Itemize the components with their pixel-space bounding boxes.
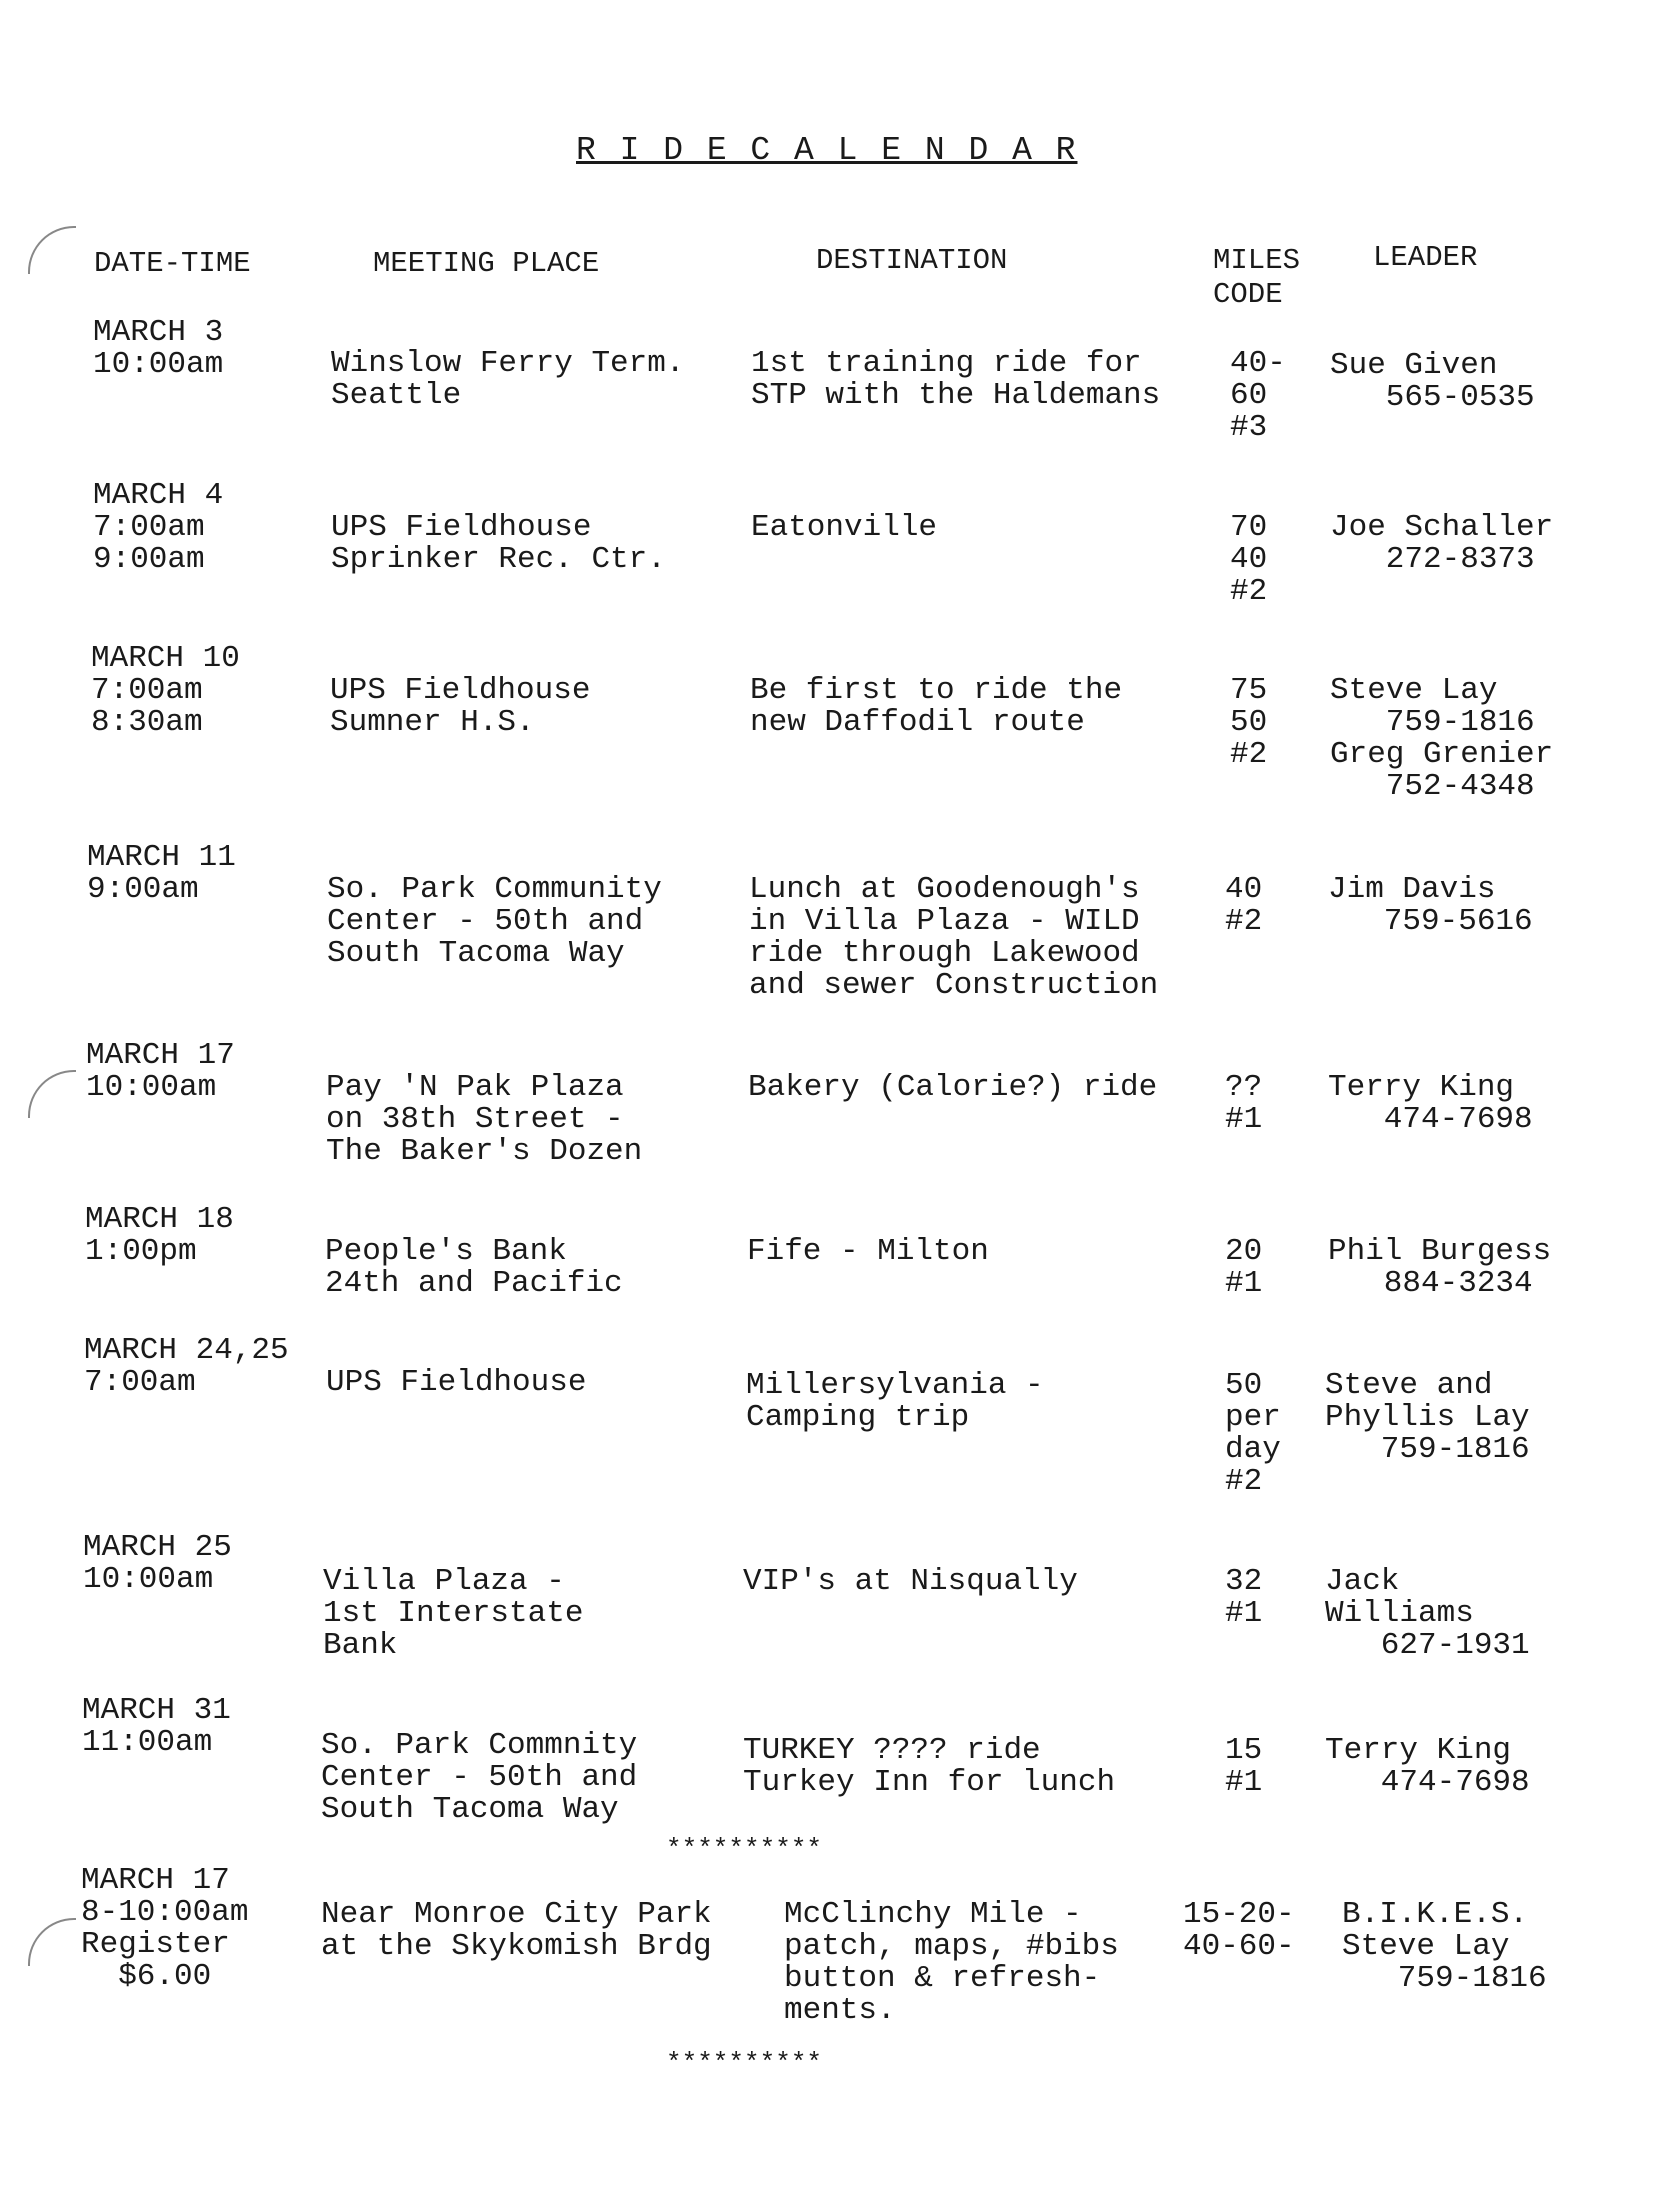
special-miles: 15-20- 40-60- <box>1183 1897 1295 1964</box>
ride-5-destination: Bakery (Calorie?) ride <box>748 1070 1158 1105</box>
special-date: MARCH 17 8-10:00am Register $6.00 <box>81 1863 249 1994</box>
ride-3-miles: 75 50 #2 <box>1230 673 1268 772</box>
ride-7-place: UPS Fieldhouse <box>326 1365 587 1400</box>
ride-3-date: MARCH 10 7:00am 8:30am <box>91 641 240 740</box>
ride-8-miles: 32 #1 <box>1225 1564 1263 1631</box>
header-meeting-place: MEETING PLACE <box>373 247 600 280</box>
ride-7-miles: 50 per day #2 <box>1225 1368 1281 1499</box>
header-leader: LEADER <box>1373 241 1478 274</box>
header-miles-code: MILES CODE <box>1213 244 1301 311</box>
ride-6-leader: Phil Burgess 884-3234 <box>1328 1234 1552 1301</box>
ride-6-miles: 20 #1 <box>1225 1234 1263 1301</box>
ride-8-destination: VIP's at Nisqually <box>743 1564 1078 1599</box>
ride-8-leader: Jack Williams 627-1931 <box>1325 1564 1530 1663</box>
ride-1-date: MARCH 3 10:00am <box>93 315 224 382</box>
ride-5-place: Pay 'N Pak Plaza on 38th Street - The Baker's Dozen <box>326 1070 643 1169</box>
ride-9-destination: TURKEY ???? ride Turkey Inn for lunch <box>743 1733 1116 1800</box>
header-date-time: DATE-TIME <box>94 247 251 280</box>
ride-5-miles: ?? #1 <box>1225 1070 1263 1137</box>
ride-6-date: MARCH 18 1:00pm <box>85 1202 234 1269</box>
ride-5-date: MARCH 17 10:00am <box>86 1038 235 1105</box>
ride-4-place: So. Park Community Center - 50th and South Tacoma Way <box>327 872 662 971</box>
ride-1-place: Winslow Ferry Term. Seattle <box>331 346 685 413</box>
ride-8-date: MARCH 25 10:00am <box>83 1530 232 1597</box>
ride-4-leader: Jim Davis 759-5616 <box>1328 872 1533 939</box>
ride-2-destination: Eatonville <box>751 510 938 545</box>
ride-2-place: UPS Fieldhouse Sprinker Rec. Ctr. <box>331 510 666 577</box>
ride-1-destination: 1st training ride for STP with the Haldemans <box>751 346 1161 413</box>
ride-4-date: MARCH 11 9:00am <box>87 840 236 907</box>
ride-3-place: UPS Fieldhouse Sumner H.S. <box>330 673 591 740</box>
ride-9-place: So. Park Commnity Center - 50th and South Tacoma Way <box>321 1728 638 1827</box>
ride-3-leader: Steve Lay 759-1816 Greg Grenier 752-4348 <box>1330 673 1554 804</box>
special-place: Near Monroe City Park at the Skykomish Brdg <box>321 1897 712 1964</box>
special-leader: B.I.K.E.S. Steve Lay 759-1816 <box>1342 1897 1547 1996</box>
page-title: R I D E C A L E N D A R <box>576 132 1078 169</box>
ride-7-leader: Steve and Phyllis Lay 759-1816 <box>1325 1368 1530 1467</box>
ride-7-date: MARCH 24,25 7:00am <box>84 1333 289 1400</box>
ride-1-leader: Sue Given 565-0535 <box>1330 348 1535 415</box>
ride-6-destination: Fife - Milton <box>747 1234 989 1269</box>
ride-1-miles: 40- 60 #3 <box>1230 346 1286 445</box>
ride-9-leader: Terry King 474-7698 <box>1325 1733 1530 1800</box>
ride-3-destination: Be first to ride the new Daffodil route <box>750 673 1123 740</box>
ride-6-place: People's Bank 24th and Pacific <box>325 1234 623 1301</box>
separator-bottom: ********** <box>666 2048 823 2078</box>
ride-2-date: MARCH 4 7:00am 9:00am <box>93 478 224 577</box>
header-destination: DESTINATION <box>816 244 1008 277</box>
ride-5-leader: Terry King 474-7698 <box>1328 1070 1533 1137</box>
ride-9-miles: 15 #1 <box>1225 1733 1263 1800</box>
ride-4-miles: 40 #2 <box>1225 872 1263 939</box>
punch-hole-top <box>28 226 76 274</box>
ride-7-destination: Millersylvania - Camping trip <box>746 1368 1044 1435</box>
ride-9-date: MARCH 31 11:00am <box>82 1693 231 1760</box>
separator-top: ********** <box>666 1834 823 1864</box>
ride-8-place: Villa Plaza - 1st Interstate Bank <box>323 1564 584 1663</box>
ride-2-miles: 70 40 #2 <box>1230 510 1268 609</box>
special-destination: McClinchy Mile - patch, maps, #bibs button & refresh- ments. <box>784 1897 1119 2028</box>
ride-4-destination: Lunch at Goodenough's in Villa Plaza - WILD ride through Lakewood and sewer Construction <box>749 872 1159 1003</box>
ride-2-leader: Joe Schaller 272-8373 <box>1330 510 1554 577</box>
punch-hole-bottom <box>28 1918 76 1966</box>
punch-hole-middle <box>28 1070 76 1118</box>
